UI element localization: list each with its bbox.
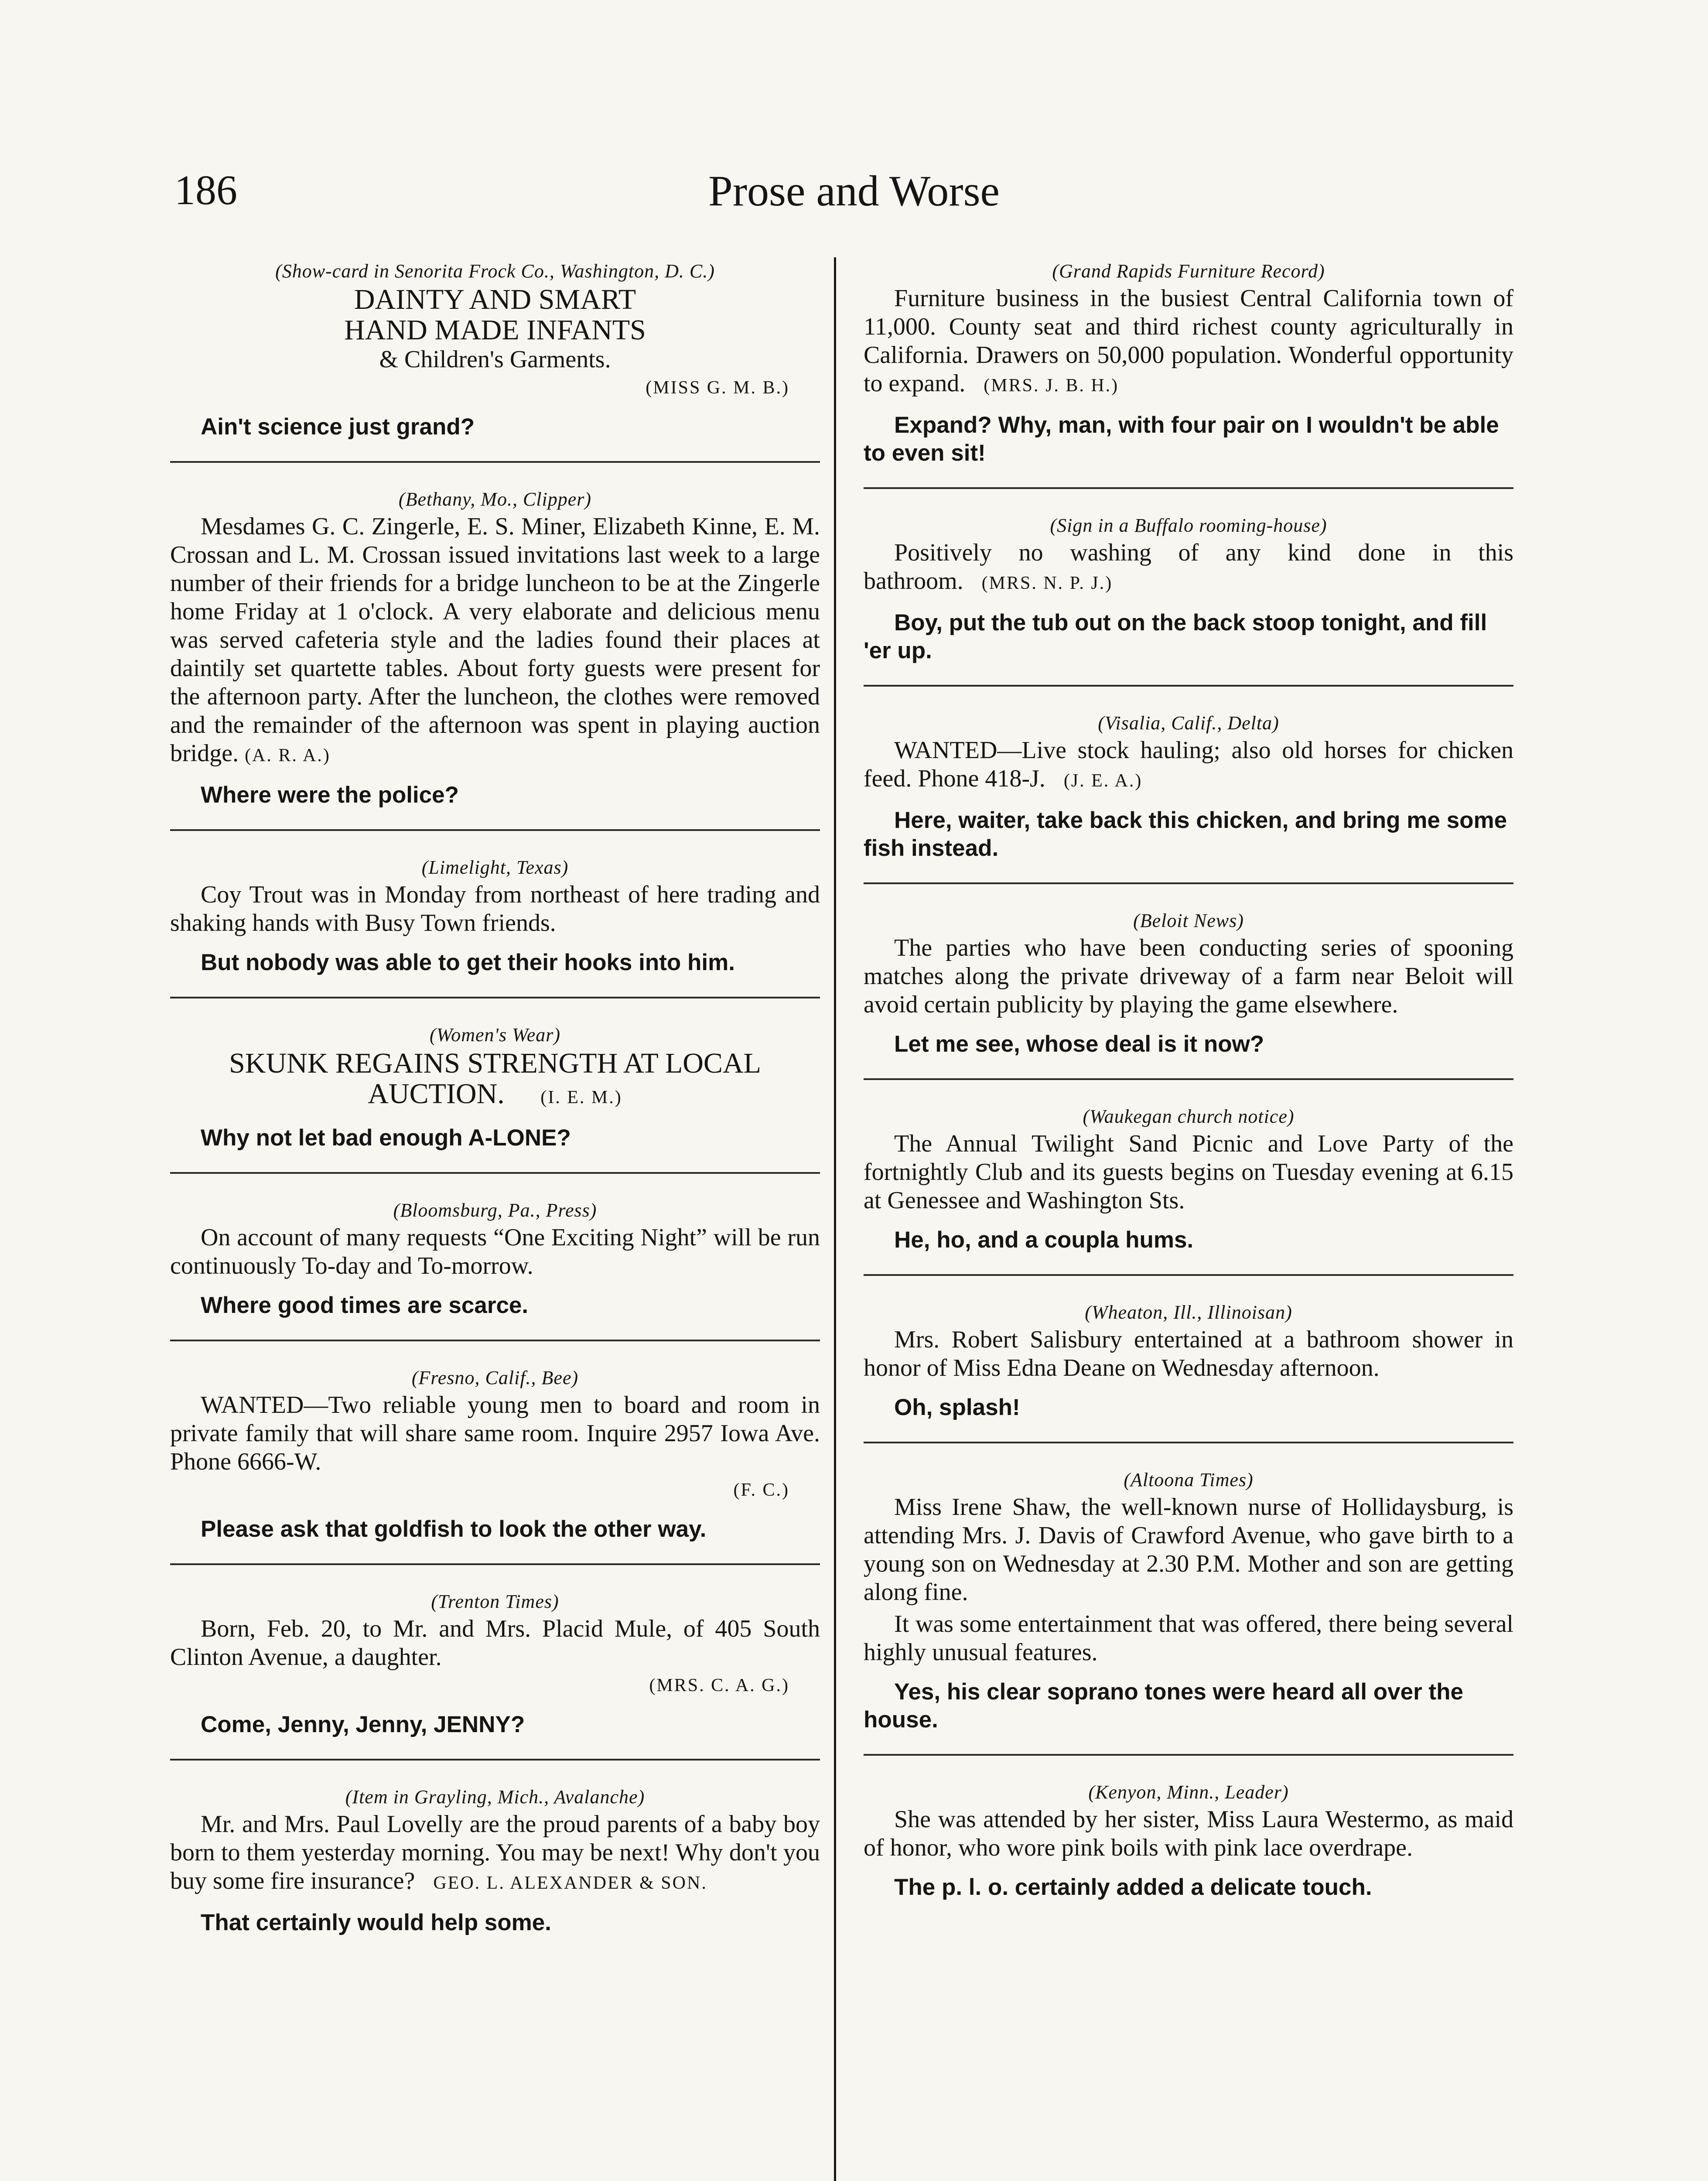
- clipping-body: The Annual Twilight Sand Picnic and Love Party of the fortnightly Club and its guests begins on Tuesday evening at 6.15 at Genessee and Washington Sts.: [864, 1130, 1513, 1214]
- clipping-item: [864, 257, 1513, 467]
- right-column: [864, 257, 1513, 1901]
- clipping-source: (Trenton Times): [431, 1591, 559, 1612]
- clipping-quip: Yes, his clear soprano tones were heard all over the house.: [864, 1679, 1463, 1733]
- clipping-source: (Visalia, Calif., Delta): [1098, 712, 1279, 734]
- page-header: [174, 166, 1534, 227]
- separator-rule: [864, 1078, 1513, 1080]
- clipping-quip: Come, Jenny, Jenny, JENNY?: [201, 1712, 525, 1737]
- clipping-quip: Oh, splash!: [894, 1395, 1020, 1420]
- clipping-quip: Why not let bad enough A-LONE?: [201, 1125, 571, 1151]
- clipping-body: Miss Irene Shaw, the well-known nurse of Hollidaysburg, is attending Mrs. J. Davis of Crawford Avenue, who gave birth to a young son on Wednesday at 2.30 P.M. Mother and son are getting along fine.: [864, 1494, 1513, 1606]
- clipping-source: (Kenyon, Minn., Leader): [1088, 1781, 1289, 1803]
- clipping-quip: He, ho, and a coupla hums.: [894, 1227, 1194, 1253]
- clipping-item: [170, 1364, 820, 1543]
- clipping-headline-line: & Children's Garments.: [379, 346, 611, 373]
- separator-rule: [864, 882, 1513, 884]
- clipping-headline-line: HAND MADE INFANTS: [344, 314, 646, 346]
- separator-rule: [170, 1172, 820, 1174]
- clipping-item: [170, 1588, 820, 1739]
- clipping-body: Mrs. Robert Salisbury entertained at a bathroom shower in honor of Miss Edna Deane on Wednesday afternoon.: [864, 1326, 1513, 1381]
- separator-rule: [170, 461, 820, 463]
- separator-rule: [170, 829, 820, 831]
- separator-rule: [864, 487, 1513, 489]
- clipping-body-continued: It was some entertainment that was offered, there being several highly unusual features.: [864, 1610, 1513, 1666]
- clipping-body: Coy Trout was in Monday from northeast of here trading and shaking hands with Busy Town friends.: [170, 881, 820, 937]
- clipping-item: [864, 1466, 1513, 1734]
- clipping-body: Mesdames G. C. Zingerle, E. S. Miner, Elizabeth Kinne, E. M. Crossan and L. M. Crossan issued invitations last week to a large number of their friends for a bridge luncheon to be at the Zingerle home Friday at 1 o'clock. A very elaborate and delicious menu was served cafeteria style and the ladies found their places at daintily set quartette tables. About forty guests were present for the afternoon party. After the luncheon, the clothes were removed and the remainder of the afternoon was spent in playing auction bridge.: [170, 513, 820, 767]
- clipping-body: On account of many requests “One Exciting Night” will be run continuously To-day and To-morrow.: [170, 1224, 820, 1279]
- clipping-item: [864, 512, 1513, 665]
- separator-rule: [170, 997, 820, 998]
- separator-rule: [864, 1754, 1513, 1756]
- clipping-quip: Where good times are scarce.: [201, 1292, 529, 1318]
- clipping-item: [864, 1778, 1513, 1901]
- clipping-credit: (MRS. J. B. H.): [984, 376, 1119, 396]
- separator-rule: [864, 1442, 1513, 1443]
- left-column: [170, 257, 820, 1937]
- clipping-credit: (A. R. A.): [245, 745, 331, 766]
- clipping-item: [170, 485, 820, 809]
- clipping-item: [170, 257, 820, 441]
- clipping-item: [864, 907, 1513, 1058]
- clipping-credit: (I. E. M.): [540, 1087, 622, 1108]
- clipping-source: (Altoona Times): [1124, 1469, 1254, 1490]
- page-number: 186: [174, 167, 237, 213]
- clipping-item: [170, 1783, 820, 1937]
- clipping-item: [170, 1021, 820, 1152]
- clipping-item: [864, 709, 1513, 862]
- clipping-source: (Grand Rapids Furniture Record): [1052, 260, 1325, 282]
- clipping-quip: Let me see, whose deal is it now?: [894, 1031, 1264, 1057]
- clipping-source: (Fresno, Calif., Bee): [411, 1367, 579, 1388]
- clipping-headline-line: SKUNK REGAINS STRENGTH AT LOCAL: [229, 1047, 761, 1079]
- clipping-body: Positively no washing of any kind done in this bathroom.: [864, 539, 1513, 595]
- clipping-quip: Ain't science just grand?: [201, 414, 475, 440]
- clipping-body: The parties who have been conducting series of spooning matches along the private driveway of a farm near Beloit will avoid certain publicity by playing the game elsewhere.: [864, 934, 1513, 1018]
- separator-rule: [170, 1759, 820, 1761]
- clipping-body: WANTED—Two reliable young men to board and room in private family that will share same room. Inquire 2957 Iowa Ave. Phone 6666-W.: [170, 1391, 820, 1475]
- clipping-quip: Boy, put the tub out on the back stoop tonight, and fill 'er up.: [864, 610, 1487, 663]
- clipping-source: (Limelight, Texas): [421, 857, 569, 878]
- clipping-credit: (F. C.): [733, 1480, 789, 1500]
- clipping-source: (Sign in a Buffalo rooming-house): [1050, 515, 1327, 536]
- separator-rule: [170, 1563, 820, 1565]
- clipping-credit: (MRS. N. P. J.): [981, 573, 1113, 593]
- clipping-body: Born, Feb. 20, to Mr. and Mrs. Placid Mule, of 405 South Clinton Avenue, a daughter.: [170, 1615, 820, 1671]
- clipping-source: (Bloomsburg, Pa., Press): [393, 1200, 597, 1221]
- clipping-source: (Waukegan church notice): [1083, 1106, 1295, 1127]
- separator-rule: [864, 1274, 1513, 1276]
- clipping-source: (Beloit News): [1133, 910, 1244, 931]
- clipping-item: [864, 1103, 1513, 1254]
- column-divider: [834, 257, 836, 2181]
- clipping-credit: GEO. L. ALEXANDER & SON.: [433, 1873, 707, 1893]
- clipping-quip: Where were the police?: [201, 782, 459, 808]
- clipping-quip: Expand? Why, man, with four pair on I wouldn't be able to even sit!: [864, 412, 1499, 466]
- clipping-credit: (MRS. C. A. G.): [649, 1675, 789, 1696]
- clipping-quip: But nobody was able to get their hooks into him.: [201, 950, 735, 975]
- clipping-body: She was attended by her sister, Miss Laura Westermo, as maid of honor, who wore pink boils with pink lace overdrape.: [864, 1806, 1513, 1861]
- clipping-quip: Please ask that goldfish to look the other way.: [201, 1516, 707, 1542]
- clipping-body: Furniture business in the busiest Central California town of 11,000. County seat and third richest county agriculturally in California. Drawers on 50,000 population. Wonderful opportunity to expand.: [864, 285, 1513, 397]
- clipping-source: (Wheaton, Ill., Illinoisan): [1085, 1302, 1292, 1323]
- clipping-headline-line: AUCTION.: [368, 1078, 505, 1110]
- clipping-headline-line: DAINTY AND SMART: [354, 284, 636, 315]
- clipping-quip: That certainly would help some.: [201, 1910, 551, 1935]
- clipping-source: (Bethany, Mo., Clipper): [398, 489, 592, 510]
- clipping-item: [170, 854, 820, 977]
- clipping-credit: (J. E. A.): [1063, 771, 1143, 791]
- clipping-credit: (MISS G. M. B.): [646, 378, 789, 398]
- separator-rule: [170, 1340, 820, 1341]
- clipping-item: [864, 1299, 1513, 1422]
- clipping-quip: Here, waiter, take back this chicken, and bring me some fish instead.: [864, 807, 1507, 861]
- clipping-body: Mr. and Mrs. Paul Lovelly are the proud parents of a baby boy born to them yesterday morning. You may be next! Why don't you buy some fire insurance?: [170, 1811, 820, 1894]
- clipping-item: [170, 1196, 820, 1320]
- clipping-body: WANTED—Live stock hauling; also old horses for chicken feed. Phone 418-J.: [864, 737, 1513, 792]
- clipping-source: (Item in Grayling, Mich., Avalanche): [345, 1786, 645, 1808]
- clipping-source: (Women's Wear): [429, 1024, 561, 1046]
- running-title: Prose and Worse: [708, 167, 1000, 215]
- clipping-source: (Show-card in Senorita Frock Co., Washington, D. C.): [275, 260, 715, 282]
- separator-rule: [864, 685, 1513, 687]
- clipping-quip: The p. l. o. certainly added a delicate touch.: [894, 1874, 1372, 1900]
